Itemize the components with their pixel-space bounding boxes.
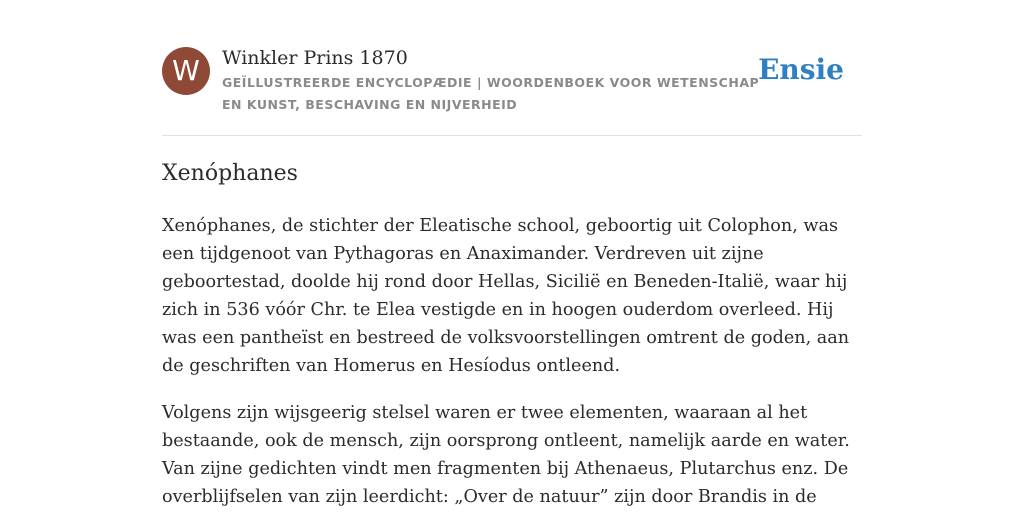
publication-title[interactable]: Winkler Prins 1870: [222, 47, 408, 69]
article-title: Xenóphanes: [162, 161, 298, 186]
article-paragraph: Xenóphanes, de stichter der Eleatische school, geboortig uit Colophon, was een tijdgenoot van Pythagoras en Anaximander. Verdreven uit zijne geboortestad, doolde hij rond door Hellas, Sicilië en Beneden-Italië, waar hij zich in 536 vóór Chr. te Elea vestigde en in hoogen ouderdom overleed. Hij was een pantheïst en bestreed de volksvoorstellingen omtrent de goden, aan de geschriften van Homerus en Hesíodus ontleend.: [162, 216, 850, 376]
publication-avatar[interactable]: W: [162, 47, 210, 95]
publication-subtitle: GEÏLLUSTREERDE ENCYCLOPÆDIE | WOORDENBOEK VOOR WETENSCHAP EN KUNST, BESCHAVING EN NIJVERHEID: [222, 75, 760, 112]
ensie-logo[interactable]: Ensie: [758, 53, 844, 86]
publication-header: [162, 46, 862, 118]
article-body: [162, 156, 862, 511]
header-divider: [162, 135, 862, 136]
article-paragraph: Volgens zijn wijsgeerig stelsel waren er twee elementen, waaraan al het bestaande, ook de mensch, zijn oorsprong ontleent, namelijk aarde en water. Van zijne gedichten vindt men fragmenten bij Athenaeus, Plutarchus enz. De overblijfselen van zijn leerdicht: „Over de natuur” zijn door Brandis in de: [162, 403, 850, 507]
